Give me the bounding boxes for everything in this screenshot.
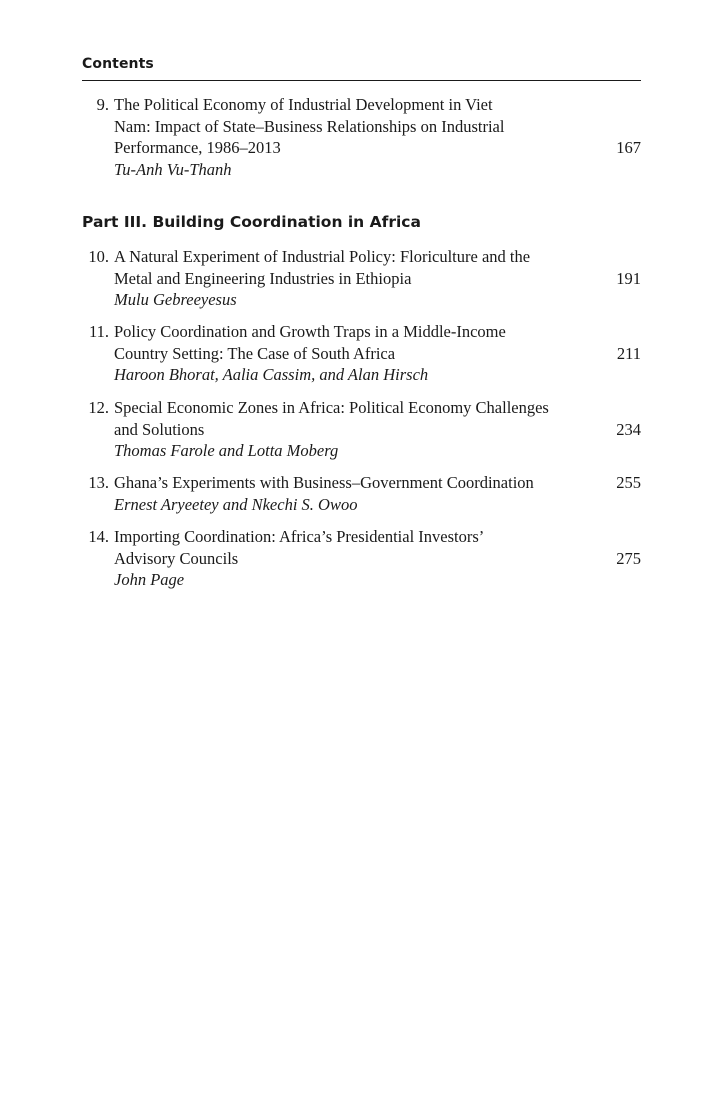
chapter-title-line: Ghana’s Experiments with Business–Government Coordination — [114, 473, 534, 492]
page-number[interactable]: 234 — [616, 419, 641, 439]
chapter-authors: Tu-Anh Vu-Thanh — [114, 159, 232, 179]
chapter-title-line: Policy Coordination and Growth Traps in a Middle-Income — [114, 322, 506, 341]
toc-entry-12[interactable] — [82, 397, 641, 462]
chapter-number: 10. — [88, 247, 109, 266]
part-heading: Part III. Building Coordination in Africa — [82, 213, 421, 231]
chapter-number: 13. — [88, 473, 109, 492]
page-number[interactable]: 167 — [616, 138, 641, 157]
chapter-title-line: The Political Economy of Industrial Development in Viet — [114, 95, 493, 114]
chapter-title-line: Importing Coordination: Africa’s Presidential Investors’ — [114, 527, 485, 546]
chapter-title-line: Advisory Councils — [114, 548, 239, 568]
toc-entry-14[interactable] — [82, 526, 641, 591]
toc-entry-13[interactable] — [82, 472, 641, 515]
chapter-authors: Mulu Gebreeyesus — [114, 290, 237, 309]
page-number[interactable]: 255 — [616, 473, 641, 492]
chapter-title-line: Performance, 1986–2013 — [114, 138, 281, 157]
chapter-title-line: Metal and Engineering Industries in Ethiopia — [114, 268, 412, 288]
chapter-authors: Ernest Aryeetey and Nkechi S. Owoo — [114, 494, 358, 514]
toc-entry-11[interactable] — [82, 321, 641, 386]
header-rule — [82, 80, 641, 81]
chapter-title-line: A Natural Experiment of Industrial Policy: Floriculture and the — [114, 247, 531, 266]
page-number[interactable]: 191 — [616, 268, 641, 288]
chapter-authors: John Page — [114, 570, 185, 589]
page-number[interactable]: 275 — [616, 548, 641, 568]
chapter-number: 12. — [88, 398, 109, 417]
chapter-authors: Haroon Bhorat, Aalia Cassim, and Alan Hirsch — [114, 365, 429, 384]
chapter-title-line: Country Setting: The Case of South Africa — [114, 343, 396, 363]
chapter-number: 9. — [96, 95, 109, 114]
chapter-title-line: Nam: Impact of State–Business Relationships on Industrial — [114, 116, 505, 136]
chapter-title-line: Special Economic Zones in Africa: Political Economy Challenges — [114, 398, 549, 417]
running-head: Contents — [82, 56, 154, 72]
toc-entry-10[interactable] — [82, 246, 641, 311]
toc-entry-9[interactable] — [82, 94, 641, 180]
chapter-number: 11. — [88, 322, 109, 341]
chapter-title-line: and Solutions — [114, 419, 205, 439]
chapter-number: 14. — [88, 527, 109, 546]
page-number[interactable]: 211 — [616, 343, 641, 363]
chapter-authors: Thomas Farole and Lotta Moberg — [114, 441, 339, 460]
